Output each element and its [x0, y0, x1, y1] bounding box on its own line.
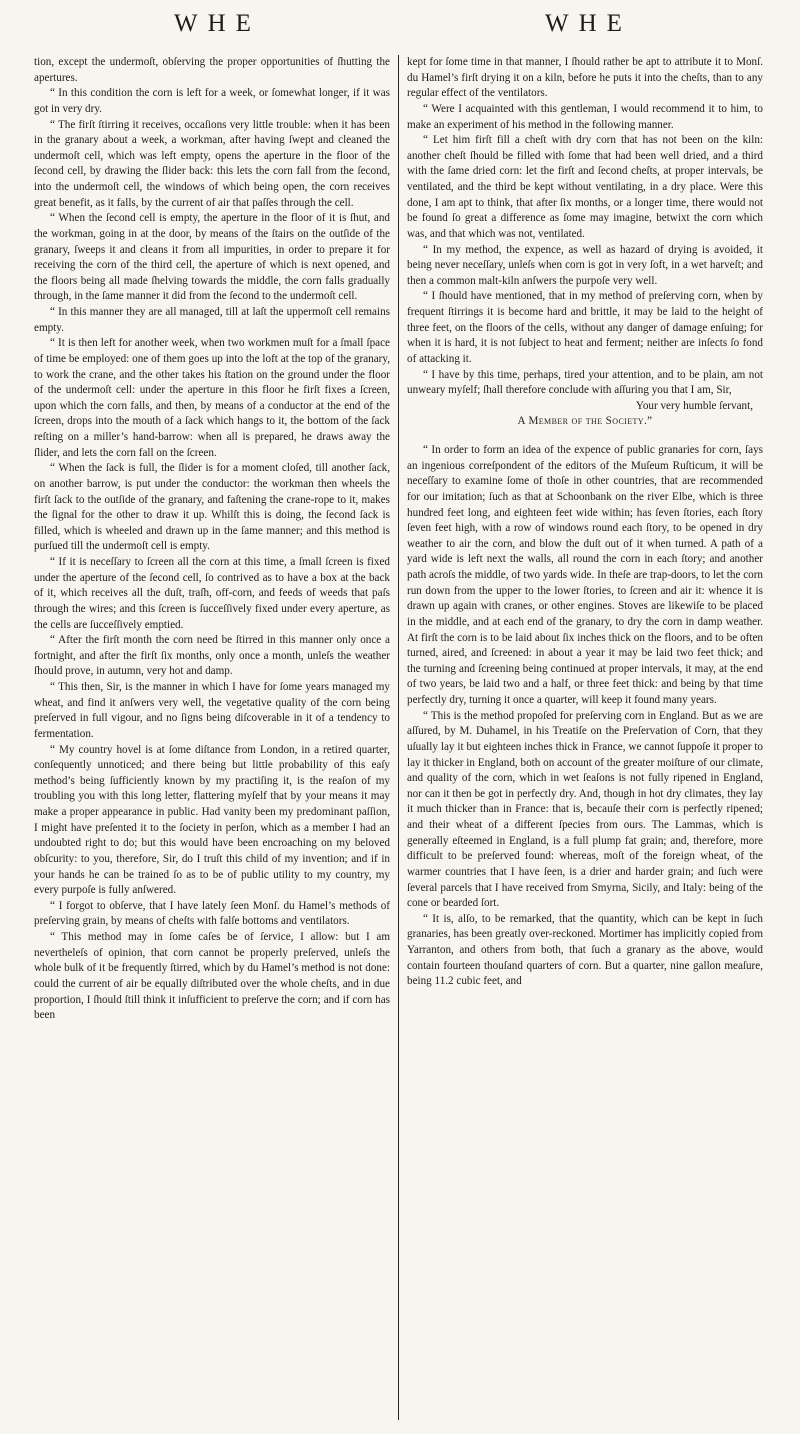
paragraph: “ In my method, the expence, as well as hazard of drying is avoided, it being never neceſſary, unleſs when corn is got in very ſoft, in a wet harveſt; and then a common malt-kiln anſwers the purpoſe very well.	[407, 243, 763, 287]
paragraph: “ I forgot to obſerve, that I have lately ſeen Monſ. du Hamel’s methods of preſerving grain, by means of cheſts with falſe bottoms and ventilators.	[34, 899, 390, 928]
paragraph: “ Let him firſt fill a cheſt with dry corn that has not been on the kiln: another cheſt ſhould be filled with ſome that had been well dried, and a third with the ſame dried corn: let the firſt and ſecond cheſts, at proper intervals, be ventilated, and the third be kept without ventilating, in a dry place. Were this done, I am apt to think, that after ſix months, or a longer time, there would not be found ſo great a difference as ſome may imagine, betwixt the corn which was, and that which was not, ventilated.	[407, 134, 763, 240]
signature-name: A Member of the Society.”	[517, 415, 653, 428]
running-head-right: WHE	[545, 10, 632, 37]
paragraph: “ It is, alſo, to be remarked, that the quantity, which can be kept in ſuch granaries, has been greatly over-reckoned. Mortimer has implicitly copied from Yarranton, and others from both, that ſuch a granary as the above, would contain fourteen thouſand quarters of corn. But a quarter, nine gallon meaſure, being 11.2 cubic feet, and	[407, 912, 763, 988]
paragraph: “ I ſhould have mentioned, that in my method of preſerving corn, when by frequent ſtirrings it is become hard and brittle, it may be laid to the height of three feet, on the floors of the cells, without any danger of damage enſuing; for when it is hard, it is not ſubject to heat and ferment; neither are inſects ſo fond of attacking it.	[407, 290, 763, 365]
paragraph: tion, except the undermoſt, obſerving the proper opportunities of ſhutting the apertures.	[34, 56, 390, 84]
running-head-left: WHE	[174, 10, 261, 37]
left-column	[34, 55, 390, 1427]
paragraph: “ It is then left for another week, when two workmen muſt for a ſmall ſpace of time be employed: one of them goes up into the loft at the top of the granary, to work the crane, and the other takes his ſtation on the ground under the floor of the undermoſt cell: under the aperture in this floor he firſt fixes a ſcreen, upon which the corn falls, and then, by means of a conductor at the end of the ſcreen, drops into the mouth of a ſack which hangs to it, the bottom of the ſack reſting on a miller’s hand-barrow: when all is prepared, he draws away the ſlider, and lets the corn fall on the ſcreen.	[34, 337, 390, 459]
paragraph: “ The firſt ſtirring it receives, occaſions very little trouble: when it has been in the granary about a week, a workman, after having ſwept and cleaned the undermoſt cell, which was left empty, opens the aperture in the floor of the ſecond cell, by drawing the ſlider back: this lets the corn fall from the ſecond, into the undermoſt cell, the windows of which being open, the corn receives great benefit, as it falls, by the current of air that paſſes through the cell.	[34, 118, 390, 209]
paragraph: “ This is the method propoſed for preſerving corn in England. But as we are aſſured, by M. Duhamel, in his Treatiſe on the Preſervation of Corn, that they uſually lay it but eighteen inches thick in France, we cannot ſuppoſe it proper to lay it thicker in England, both on account of the greater moiſture of our climate, and quality of the corn, which in wet ſeaſons is not fully ripened in England, nor can it then be got in perfectly dry. And, though in hot dry climates, they lay it much thicker than in France: that is, becauſe their corn is perfectly ripened; and their wheat of a different ſpecies from ours. The Lammas, which is generally eſteemed in England, is a full plump fat grain; and, therefore, more difficult to be preſerved found: whereas, moſt of the foreign wheat, of the warmer countries that I have ſeen, is a drier and harder grain; and ſuch were ſeveral parcels that I have received from Smyrna, Sicily, and Italy: being of the cone or bearded ſort.	[407, 709, 763, 910]
right-column	[407, 55, 763, 1427]
paragraph: “ When the ſecond cell is empty, the aperture in the floor of it is ſhut, and the workman, going in at the door, by means of the ſtairs on the outſide of the granary, ſweeps it and cleans it from all impurities, in order to prepare it for receiving the corn of the third cell, the aperture of which is next opened, and the floors being all made ſhelving towards the middle, the corn falls gradually through, in the ſame manner it did from the ſecond to the undermoſt cell.	[34, 212, 390, 303]
paragraph: “ I have by this time, perhaps, tired your attention, and to be plain, am not unweary myſelf; ſhall therefore conclude with aſſuring you that I am, Sir,	[407, 368, 763, 397]
signature-closing: Your very humble ſervant,	[635, 399, 753, 412]
paragraph: “ This then, Sir, is the manner in which I have for ſome years managed my wheat, and find it anſwers very well, the vegetative quality of the corn being preſerved in full vigour, and no ſigns being diſcoverable in it of a tendency to fermentation.	[34, 681, 390, 740]
paragraph: “ Were I acquainted with this gentleman, I would recommend it to him, to make an experiment of his method in the following manner.	[407, 102, 763, 131]
paragraph: “ This method may in ſome caſes be of ſervice, I allow: but I am nevertheleſs of opinion, that corn cannot be properly preſerved, unleſs the whole bulk of it be frequently ſtirred, which by du Hamel’s method is not done: could the current of air be equally diſtributed over the whole cheſts, and in due proportion, I ſhould ſtill think it inſufficient to preſerve the corn; and if corn has been	[34, 931, 390, 1022]
paragraph: “ In order to form an idea of the expence of public granaries for corn, ſays an ingenious correſpondent of the editors of the Muſeum Ruſticum, it will be neceſſary to examine ſome of thoſe in other countries, that are recommended for our imitation; ſuch as that at Schoonbank on the river Elbe, which is three hundred feet long, and eighteen feet wide within; has ſeven ſtories, each ſtory ſeven feet high, with a row of windows round each ſtory, to be opened in dry weather to air the corn, and blow the duſt out of it when turned. A path of a yard wide is left next the walls, all round the corn in each ſtory; and another path acroſs the middle, of two yards wide. In theſe are trap-doors, to let the corn run down from the upper to the lower ſtories, to ſcreen and air it: whence it is drawn up again with cranes, or other engines. Stoves are likewiſe to be placed in the middle, and at each end of the granary, to dry the corn in damp weather. At firſt the corn is to be laid about ſix inches thick on the floors, and to be often turned, aired, and ſcreened: in about a year it may be laid two feet thick; and the turning and ſcreening being continued at proper intervals, it may, at the end of two years, be laid two and a half, or three feet thick: and being by that time perfectly dry, turning it once a quarter, will keep it found many years.	[407, 444, 763, 706]
paragraph: “ In this manner they are all managed, till at laſt the uppermoſt cell remains empty.	[34, 306, 390, 334]
paragraph: kept for ſome time in that manner, I ſhould rather be apt to attribute it to Monſ. du Hamel’s firſt drying it on a kiln, before he puts it into the cheſts, than to any regular effect of the ventilators.	[407, 56, 763, 100]
paragraph: “ After the firſt month the corn need be ſtirred in this manner only once a fortnight, and after the firſt ſix months, only once a month, unleſs the weather ſhould prove, in autumn, very hot and damp.	[34, 634, 390, 678]
paragraph: “ In this condition the corn is left for a week, or ſomewhat longer, if it was got in very dry.	[34, 87, 390, 115]
paragraph: “ My country hovel is at ſome diſtance from London, in a retired quarter, conſequently unnoticed; and there being but little probability of this eaſy method’s being ſufficiently known by my practiſing it, is the reaſon of my troubling you with this long letter, flattering myſelf that by your means it may make a proper appearance in public. Had vanity been my predominant paſſion, I might have preſented it to the ſociety in perſon, which as a member I had an undoubted right to do; but this would have been encroaching on my beloved obſcurity: to you, therefore, Sir, do I truſt this child of my invention; and if in your hands he can be trained ſo as to be of public utility to my country, my every purpoſe is fully anſwered.	[34, 743, 390, 897]
paragraph: “ When the ſack is full, the ſlider is for a moment cloſed, till another ſack, on another barrow, is put under the conductor: the workman then wheels the firſt ſack to the outſide of the granary, and faſtening the crane-rope to it, makes the ſignal for the other to draw it up. Whilſt this is doing, the ſecond ſack is filled, which is wheeled and drawn up in the ſame manner; and this method is purſued till the undermoſt cell is empty.	[34, 462, 390, 553]
paragraph: “ If it is neceſſary to ſcreen all the corn at this time, a ſmall ſcreen is fixed under the aperture of the ſecond cell, ſo contrived as to have a box at the back of it, which receives all the duſt, traſh, off-corn, and feeds of weeds that paſs through the wires; and this ſcreen is ſucceſſively fixed under every aperture, as the cells are ſucceſſively emptied.	[34, 556, 390, 631]
column-divider	[398, 55, 399, 1420]
